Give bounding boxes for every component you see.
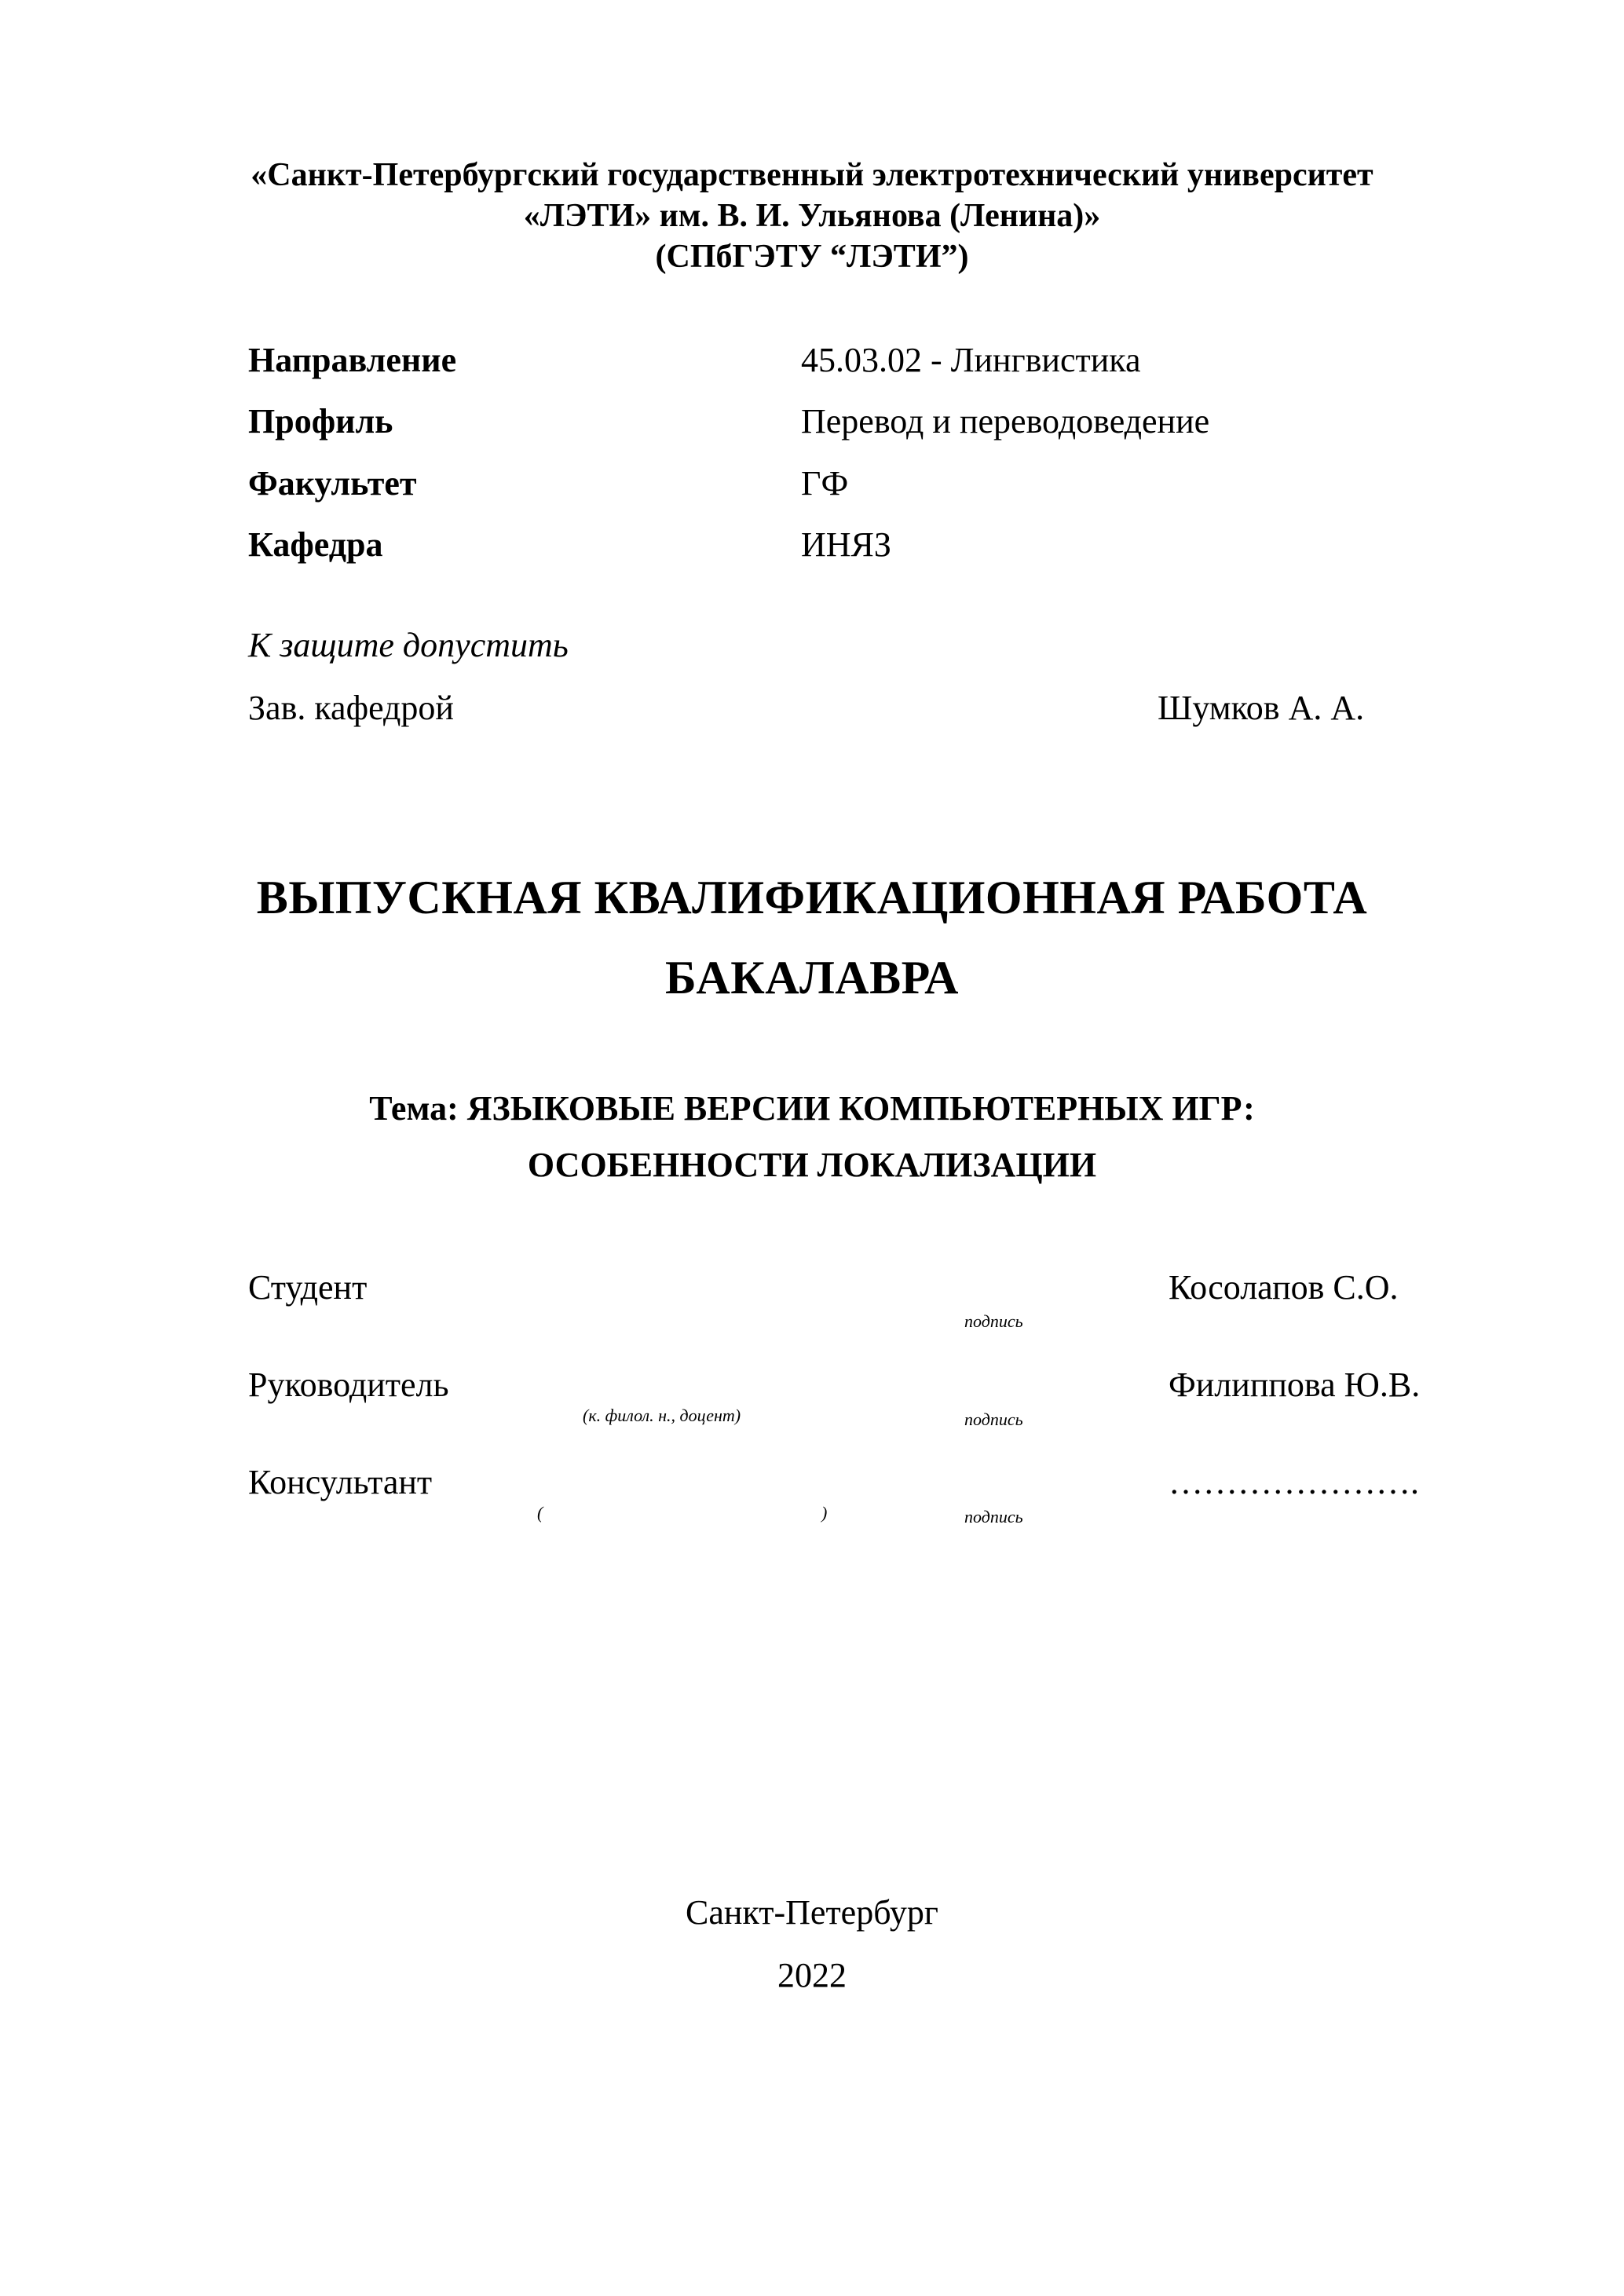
consultant-signature-caption: подпись bbox=[964, 1507, 1023, 1526]
university-name-line-1: «Санкт-Петербургский государственный электротехнический университет bbox=[251, 157, 1373, 193]
department-value: ИНЯЗ bbox=[801, 525, 891, 564]
admission-label: К защите допустить bbox=[248, 626, 569, 664]
university-name-line-2: «ЛЭТИ» им. В. И. Ульянова (Ленина)» bbox=[523, 198, 1101, 234]
profile-value: Перевод и переводоведение bbox=[801, 402, 1210, 441]
profile-label: Профиль bbox=[248, 402, 393, 441]
work-title-line-1: ВЫПУСКНАЯ КВАЛИФИКАЦИОННАЯ РАБОТА bbox=[256, 872, 1368, 923]
city: Санкт-Петербург bbox=[686, 1893, 938, 1932]
consultant-name-placeholder: …………………. bbox=[1169, 1463, 1419, 1501]
student-signature-caption: подпись bbox=[964, 1311, 1023, 1331]
faculty-value: ГФ bbox=[801, 464, 849, 503]
university-abbreviation: (СПбГЭТУ “ЛЭТИ”) bbox=[655, 239, 969, 275]
supervisor-degree-caption: (к. филол. н., доцент) bbox=[583, 1406, 741, 1425]
consultant-paren-open: ( bbox=[537, 1503, 543, 1523]
year: 2022 bbox=[777, 1956, 847, 1994]
topic-line-1: Тема: ЯЗЫКОВЫЕ ВЕРСИИ КОМПЬЮТЕРНЫХ ИГР: bbox=[369, 1089, 1255, 1128]
head-of-department-label: Зав. кафедрой bbox=[248, 689, 454, 727]
supervisor-signature-caption: подпись bbox=[964, 1409, 1023, 1429]
direction-label: Направление bbox=[248, 341, 457, 379]
department-label: Кафедра bbox=[248, 525, 383, 564]
supervisor-label: Руководитель bbox=[248, 1366, 449, 1404]
topic-line-2: ОСОБЕННОСТИ ЛОКАЛИЗАЦИИ bbox=[527, 1146, 1097, 1184]
consultant-paren-close: ) bbox=[821, 1503, 828, 1523]
direction-value: 45.03.02 - Лингвистика bbox=[801, 341, 1141, 379]
work-title-line-2: БАКАЛАВРА bbox=[665, 952, 959, 1004]
consultant-label: Консультант bbox=[248, 1463, 433, 1501]
faculty-label: Факультет bbox=[248, 464, 417, 503]
supervisor-name: Филиппова Ю.В. bbox=[1169, 1366, 1421, 1404]
head-of-department-name: Шумков А. А. bbox=[1158, 689, 1365, 727]
student-label: Студент bbox=[248, 1268, 368, 1307]
student-name: Косолапов С.О. bbox=[1169, 1268, 1399, 1307]
